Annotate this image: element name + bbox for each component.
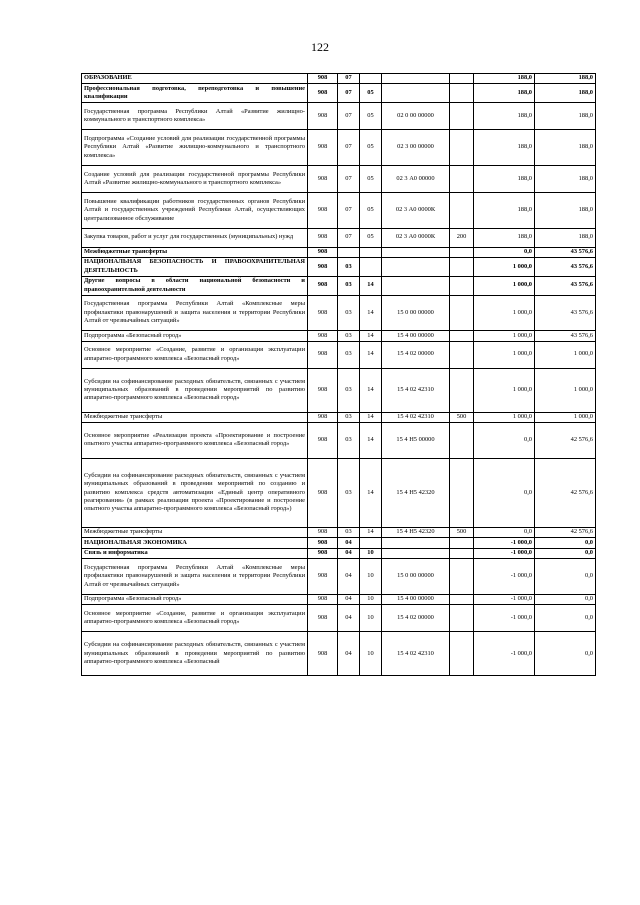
amount-total-cell: 43 576,6 [535, 276, 596, 295]
row-name-cell: Субсидии на софинансирование расходных обязательств, связанных с участием муниципальных образований в проведении мероприятий по развитию аппаратно-программного комплекса «Безопасный [82, 632, 308, 676]
table-row [82, 594, 596, 604]
subsection-code-cell [360, 74, 382, 84]
ministry-code-cell: 908 [308, 193, 338, 229]
target-article-code-cell: 15 4 02 42310 [382, 632, 450, 676]
target-article-code-cell: 02 0 00 00000 [382, 103, 450, 130]
row-name-cell: НАЦИОНАЛЬНАЯ БЕЗОПАСНОСТЬ И ПРАВООХРАНИТЕЛЬНАЯ ДЕЯТЕЛЬНОСТЬ [82, 257, 308, 276]
amount-change-cell: 0,0 [474, 458, 535, 527]
amount-change-cell: 0,0 [474, 423, 535, 459]
ministry-code-cell: 908 [308, 594, 338, 604]
target-article-code-cell [382, 548, 450, 558]
target-article-code-cell: 02 3 00 00000 [382, 130, 450, 166]
expense-type-code-cell [450, 103, 474, 130]
amount-change-cell: 1 000,0 [474, 257, 535, 276]
table-row [82, 458, 596, 527]
ministry-code-cell: 908 [308, 130, 338, 166]
ministry-code-cell: 908 [308, 331, 338, 341]
expense-type-code-cell [450, 295, 474, 331]
row-name-cell: Межбюджетные трансферты [82, 412, 308, 422]
row-name-cell: Основное мероприятие «Создание, развитие и организация эксплуатации аппаратно-программного комплекса «Безопасный город» [82, 341, 308, 368]
amount-total-cell: 42 576,6 [535, 423, 596, 459]
amount-change-cell: -1 000,0 [474, 559, 535, 595]
row-name-cell: Субсидии на софинансирование расходных обязательств, связанных с участием муниципальных образований в проведении мероприятий по созданию и развитию комплекса средств автоматизации «Единый центр оперативного реагирования» (в рамках реализации проекта «Проектирование и построение опытного участка аппаратно-программного комплекса «Безопасный город») [82, 458, 308, 527]
amount-change-cell: 188,0 [474, 84, 535, 103]
section-code-cell: 03 [338, 423, 360, 459]
subsection-code-cell: 10 [360, 594, 382, 604]
subsection-code-cell [360, 247, 382, 257]
target-article-code-cell: 15 4 02 42310 [382, 412, 450, 422]
ministry-code-cell: 908 [308, 368, 338, 412]
target-article-code-cell: 15 4 Н5 42320 [382, 458, 450, 527]
target-article-code-cell [382, 276, 450, 295]
amount-total-cell: 0,0 [535, 594, 596, 604]
section-code-cell: 04 [338, 605, 360, 632]
section-code-cell: 04 [338, 594, 360, 604]
target-article-code-cell: 02 3 А0 00000 [382, 165, 450, 192]
row-name-cell: Государственная программа Республики Алтай «Комплексные меры профилактики правонарушений и защита населения и территории Республики Алтай от чрезвычайных ситуаций» [82, 559, 308, 595]
subsection-code-cell: 14 [360, 527, 382, 537]
table-row [82, 412, 596, 422]
ministry-code-cell: 908 [308, 548, 338, 558]
amount-change-cell: 188,0 [474, 130, 535, 166]
amount-total-cell: 0,0 [535, 548, 596, 558]
ministry-code-cell: 908 [308, 247, 338, 257]
amount-total-cell: 188,0 [535, 130, 596, 166]
subsection-code-cell: 14 [360, 423, 382, 459]
amount-change-cell: 1 000,0 [474, 295, 535, 331]
row-name-cell: Другие вопросы в области национальной безопасности и правоохранительной деятельности [82, 276, 308, 295]
subsection-code-cell: 14 [360, 331, 382, 341]
expense-type-code-cell [450, 423, 474, 459]
expense-type-code-cell [450, 594, 474, 604]
table-row [82, 559, 596, 595]
amount-total-cell: 188,0 [535, 84, 596, 103]
amount-change-cell: 1 000,0 [474, 331, 535, 341]
section-code-cell: 04 [338, 632, 360, 676]
amount-change-cell: -1 000,0 [474, 605, 535, 632]
subsection-code-cell: 14 [360, 412, 382, 422]
amount-change-cell: 188,0 [474, 165, 535, 192]
amount-total-cell: 1 000,0 [535, 341, 596, 368]
target-article-code-cell: 15 4 02 00000 [382, 605, 450, 632]
target-article-code-cell: 15 0 00 00000 [382, 295, 450, 331]
table-row [82, 632, 596, 676]
subsection-code-cell: 05 [360, 228, 382, 247]
expense-type-code-cell: 500 [450, 412, 474, 422]
expense-type-code-cell [450, 84, 474, 103]
ministry-code-cell: 908 [308, 412, 338, 422]
amount-change-cell: 188,0 [474, 74, 535, 84]
subsection-code-cell: 10 [360, 632, 382, 676]
row-name-cell: Основное мероприятие «Создание, развитие и организация эксплуатации аппаратно-программного комплекса «Безопасный город» [82, 605, 308, 632]
table-row [82, 341, 596, 368]
budget-table [81, 73, 596, 676]
table-row [82, 247, 596, 257]
table-row [82, 368, 596, 412]
ministry-code-cell: 908 [308, 538, 338, 548]
subsection-code-cell: 05 [360, 103, 382, 130]
ministry-code-cell: 908 [308, 103, 338, 130]
section-code-cell: 04 [338, 538, 360, 548]
amount-total-cell: 42 576,6 [535, 458, 596, 527]
row-name-cell: Государственная программа Республики Алтай «Развитие жилищно-коммунального и транспортного комплекса» [82, 103, 308, 130]
row-name-cell: Подпрограмма «Безопасный город» [82, 331, 308, 341]
section-code-cell: 03 [338, 276, 360, 295]
amount-change-cell: 188,0 [474, 103, 535, 130]
table-row [82, 538, 596, 548]
subsection-code-cell [360, 257, 382, 276]
target-article-code-cell: 15 4 02 42310 [382, 368, 450, 412]
row-name-cell: Связь и информатика [82, 548, 308, 558]
row-name-cell: НАЦИОНАЛЬНАЯ ЭКОНОМИКА [82, 538, 308, 548]
expense-type-code-cell [450, 331, 474, 341]
budget-table-body [82, 74, 596, 676]
table-row [82, 84, 596, 103]
amount-total-cell: 43 576,6 [535, 331, 596, 341]
amount-change-cell: 1 000,0 [474, 276, 535, 295]
row-name-cell: Подпрограмма «Безопасный город» [82, 594, 308, 604]
section-code-cell: 07 [338, 84, 360, 103]
expense-type-code-cell [450, 548, 474, 558]
table-row [82, 74, 596, 84]
amount-total-cell: 188,0 [535, 228, 596, 247]
amount-total-cell: 0,0 [535, 632, 596, 676]
row-name-cell: Государственная программа Республики Алтай «Комплексные меры профилактики правонарушений и защита населения и территории Республики Алтай от чрезвычайных ситуаций» [82, 295, 308, 331]
expense-type-code-cell [450, 257, 474, 276]
amount-total-cell: 0,0 [535, 559, 596, 595]
ministry-code-cell: 908 [308, 423, 338, 459]
page-number: 122 [311, 40, 329, 54]
ministry-code-cell: 908 [308, 165, 338, 192]
amount-total-cell: 0,0 [535, 538, 596, 548]
section-code-cell: 04 [338, 559, 360, 595]
section-code-cell: 03 [338, 331, 360, 341]
section-code-cell: 03 [338, 412, 360, 422]
amount-total-cell: 1 000,0 [535, 412, 596, 422]
target-article-code-cell [382, 257, 450, 276]
amount-change-cell: 188,0 [474, 228, 535, 247]
expense-type-code-cell [450, 538, 474, 548]
amount-change-cell: -1 000,0 [474, 632, 535, 676]
amount-total-cell: 43 576,6 [535, 247, 596, 257]
target-article-code-cell: 15 4 Н5 00000 [382, 423, 450, 459]
ministry-code-cell: 908 [308, 527, 338, 537]
ministry-code-cell: 908 [308, 257, 338, 276]
subsection-code-cell: 14 [360, 341, 382, 368]
table-row [82, 605, 596, 632]
target-article-code-cell: 15 4 02 00000 [382, 341, 450, 368]
table-row [82, 331, 596, 341]
amount-total-cell: 43 576,6 [535, 295, 596, 331]
amount-total-cell: 43 576,6 [535, 257, 596, 276]
expense-type-code-cell [450, 368, 474, 412]
ministry-code-cell: 908 [308, 84, 338, 103]
row-name-cell: Профессиональная подготовка, переподготовка и повышение квалификации [82, 84, 308, 103]
section-code-cell: 03 [338, 368, 360, 412]
amount-change-cell: 0,0 [474, 247, 535, 257]
section-code-cell: 07 [338, 228, 360, 247]
expense-type-code-cell: 500 [450, 527, 474, 537]
amount-change-cell: 0,0 [474, 527, 535, 537]
row-name-cell: Субсидии на софинансирование расходных обязательств, связанных с участием муниципальных образований в проведении мероприятий по развитию аппаратно-программного комплекса «Безопасный город» [82, 368, 308, 412]
row-name-cell: Межбюджетные трансферты [82, 527, 308, 537]
table-row [82, 130, 596, 166]
table-row [82, 423, 596, 459]
expense-type-code-cell [450, 341, 474, 368]
section-code-cell: 07 [338, 193, 360, 229]
subsection-code-cell: 05 [360, 165, 382, 192]
table-row [82, 257, 596, 276]
amount-change-cell: -1 000,0 [474, 538, 535, 548]
expense-type-code-cell [450, 276, 474, 295]
amount-change-cell: 1 000,0 [474, 412, 535, 422]
row-name-cell: Основное мероприятие «Реализация проекта «Проектирование и построение опытного участка аппаратно-программного комплекса «Безопасный город» [82, 423, 308, 459]
row-name-cell: Повышение квалификации работников государственных органов Республики Алтай и государственных учреждений Республики Алтай, осуществляющих централизованное обслуживание [82, 193, 308, 229]
ministry-code-cell: 908 [308, 458, 338, 527]
table-row [82, 228, 596, 247]
table-row [82, 193, 596, 229]
row-name-cell: Закупка товаров, работ и услуг для государственных (муниципальных) нужд [82, 228, 308, 247]
subsection-code-cell: 05 [360, 84, 382, 103]
table-row [82, 548, 596, 558]
target-article-code-cell [382, 538, 450, 548]
section-code-cell: 07 [338, 165, 360, 192]
ministry-code-cell: 908 [308, 559, 338, 595]
amount-total-cell: 188,0 [535, 193, 596, 229]
table-row [82, 295, 596, 331]
subsection-code-cell: 05 [360, 193, 382, 229]
amount-change-cell: 1 000,0 [474, 341, 535, 368]
amount-change-cell: 188,0 [474, 193, 535, 229]
amount-change-cell: -1 000,0 [474, 548, 535, 558]
ministry-code-cell: 908 [308, 276, 338, 295]
subsection-code-cell: 10 [360, 548, 382, 558]
target-article-code-cell: 15 0 00 00000 [382, 559, 450, 595]
amount-total-cell: 188,0 [535, 74, 596, 84]
table-row [82, 165, 596, 192]
expense-type-code-cell [450, 605, 474, 632]
target-article-code-cell: 15 4 Н5 42320 [382, 527, 450, 537]
section-code-cell: 03 [338, 527, 360, 537]
table-row [82, 103, 596, 130]
amount-total-cell: 42 576,6 [535, 527, 596, 537]
expense-type-code-cell [450, 632, 474, 676]
target-article-code-cell: 02 3 А0 0000К [382, 193, 450, 229]
ministry-code-cell: 908 [308, 228, 338, 247]
subsection-code-cell: 14 [360, 368, 382, 412]
expense-type-code-cell [450, 559, 474, 595]
ministry-code-cell: 908 [308, 605, 338, 632]
section-code-cell [338, 247, 360, 257]
section-code-cell: 07 [338, 130, 360, 166]
ministry-code-cell: 908 [308, 632, 338, 676]
section-code-cell: 04 [338, 548, 360, 558]
target-article-code-cell: 02 3 А0 0000К [382, 228, 450, 247]
section-code-cell: 03 [338, 458, 360, 527]
ministry-code-cell: 908 [308, 295, 338, 331]
section-code-cell: 03 [338, 295, 360, 331]
row-name-cell: Подпрограмма «Создание условий для реализации государственной программы Республики Алтай «Развитие жилищно-коммунального и транспортного комплекса» [82, 130, 308, 166]
expense-type-code-cell: 200 [450, 228, 474, 247]
subsection-code-cell: 10 [360, 559, 382, 595]
table-row [82, 276, 596, 295]
ministry-code-cell: 908 [308, 341, 338, 368]
target-article-code-cell: 15 4 00 00000 [382, 331, 450, 341]
subsection-code-cell [360, 538, 382, 548]
target-article-code-cell: 15 4 00 00000 [382, 594, 450, 604]
amount-change-cell: 1 000,0 [474, 368, 535, 412]
row-name-cell: Создание условий для реализации государственной программы Республики Алтай «Развитие жилищно-коммунального и транспортного комплекса» [82, 165, 308, 192]
subsection-code-cell: 14 [360, 276, 382, 295]
row-name-cell: Межбюджетные трансферты [82, 247, 308, 257]
row-name-cell: ОБРАЗОВАНИЕ [82, 74, 308, 84]
amount-total-cell: 188,0 [535, 103, 596, 130]
expense-type-code-cell [450, 247, 474, 257]
target-article-code-cell [382, 84, 450, 103]
target-article-code-cell [382, 74, 450, 84]
expense-type-code-cell [450, 458, 474, 527]
amount-total-cell: 0,0 [535, 605, 596, 632]
amount-change-cell: -1 000,0 [474, 594, 535, 604]
target-article-code-cell [382, 247, 450, 257]
table-row [82, 527, 596, 537]
expense-type-code-cell [450, 193, 474, 229]
expense-type-code-cell [450, 165, 474, 192]
subsection-code-cell: 10 [360, 605, 382, 632]
ministry-code-cell: 908 [308, 74, 338, 84]
section-code-cell: 07 [338, 103, 360, 130]
section-code-cell: 03 [338, 341, 360, 368]
expense-type-code-cell [450, 74, 474, 84]
amount-total-cell: 1 000,0 [535, 368, 596, 412]
subsection-code-cell: 05 [360, 130, 382, 166]
section-code-cell: 07 [338, 74, 360, 84]
amount-total-cell: 188,0 [535, 165, 596, 192]
section-code-cell: 03 [338, 257, 360, 276]
subsection-code-cell: 14 [360, 458, 382, 527]
expense-type-code-cell [450, 130, 474, 166]
subsection-code-cell: 14 [360, 295, 382, 331]
